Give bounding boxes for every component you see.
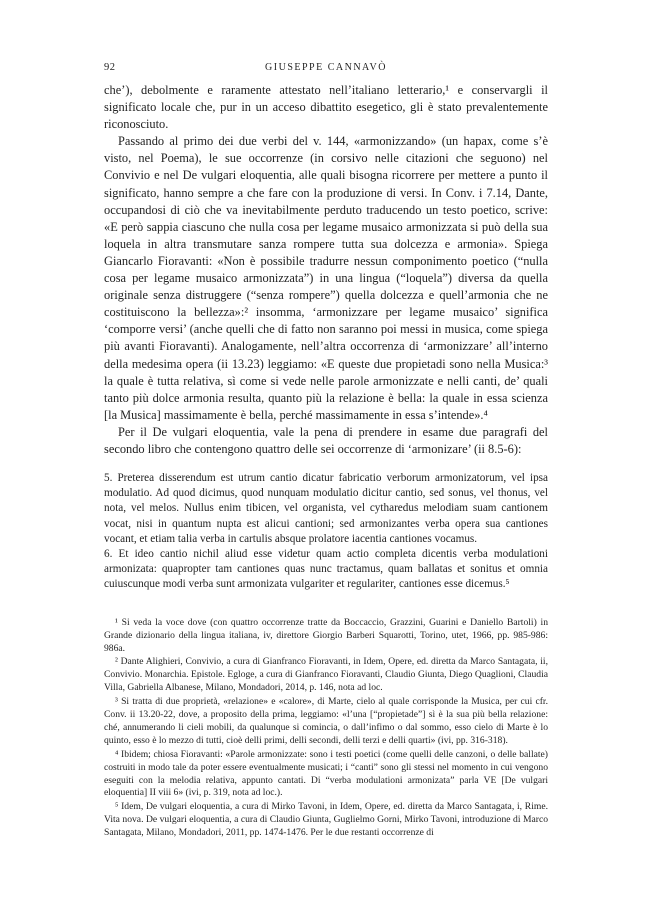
body-paragraph: Per il De vulgari eloquentia, vale la pena di prendere in esame due paragrafi del secondo libro che contengono quattro delle sei occorrenze di ‘armonizare’ (ii 8.5-6): <box>104 424 548 456</box>
body-paragraph: che’), debolmente e raramente attestato nell’italiano letterario,¹ e conservargli il significato locale che, pur in un acceso dibattito esegetico, gli è stato prevalentemente riconosciuto. <box>104 83 548 132</box>
page-number: 92 <box>104 62 116 73</box>
footnotes <box>104 617 548 840</box>
footnote: ³ Si tratta di due proprietà, «relazione» e «calore», di Marte, cielo al quale corrisponde la Musica, per cui cfr. Conv. ii 13.20-22, dove, a proposito della prima, leggiamo: «l’una [“propietade”] sì è la sua più bella relazione: ché, annumerando li cieli mobili, da qualunque si comincia, o dall’infimo o dal sommo, esso cielo di Marte è lo quinto, esso è lo mezzo di tutti, cioè delli primi, delli secondi, delli terzi e delli quarti» (ivi, pp. 316-318). <box>104 696 548 746</box>
page <box>104 62 548 841</box>
quote-paragraph: 5. Preterea disserendum est utrum cantio dicatur fabricatio verborum armonizatorum, vel ipsa modulatio. Ad quod dicimus, quod nunquam modulatio dicitur cantio, sed sonus, vel thonus, vel nota, vel melos. Nullus enim tibicen, vel organista, vel cytharedus melodiam suam cantionem vocat, nisi in quantum nupta est alicui cantioni; sed armonizantes verba opera sua cantiones vocant, et etiam talia verba in cartulis absque prolatore iacentia cantiones vocamus. <box>104 472 548 545</box>
footnote: ⁴ Ibidem; chiosa Fioravanti: «Parole armonizzate: sono i testi poetici (come quelli delle canzoni, o delle ballate) costruiti in modo tale da poter essere eventualmente musicati; i “canti” sono gli stessi nel momento in cui vengono eseguiti con la melodia relativa, appunto cantati. Di “verba modulationi armonizata” parla VE [De vulgari eloquentia] II viii 6» (ivi, p. 319, nota ad loc.). <box>104 748 548 799</box>
body-paragraph: Passando al primo dei due verbi del v. 144, «armonizzando» (un hapax, come s’è visto, nel Poema), le sue occorrenze (in corsivo nelle citazioni che seguono) nel Convivio e nel De vulgari eloquentia, alle quali bisogna ricorrere per mettere a punto il significato, hanno sempre a che fare con la produzione di versi. In Conv. i 7.14, Dante, occupandosi di ciò che va inevitabilmente perduto traducendo un testo poetico, scrive: «E però sappia ciascuno che nulla cosa per legame musaico armonizzata si può della sua loquela in altra transmutare sanza rompere tutta sua dolcezza e armonia». Spiega Giancarlo Fioravanti: «Non è possibile tradurre nessun componimento poetico (“nulla cosa per legame musaico armonizzata”) in una lingua (“loquela”) diversa da quella originale senza distruggere (“senza rompere”) quella dolcezza e quell’armonia che ne costituiscono la bellezza»:² insomma, ‘armonizzare per legame musaico’ significa ‘comporre versi’ (anche quelli che di fatto non saranno poi messi in musica, come spiega più avanti Fioravanti). Analogamente, nell’altra occorrenza di ‘armonizzare’ all’interno della medesima opera (ii 13.23) leggiamo: «E queste due propietadi sono nella Musica:³ la quale è tutta relativa, sì come si vede nelle parole armonizzate e nelli canti, de’ quali tanto più dolce armonia resulta, quanto più la relazione è bella: la quale in essa scienza [la Musica] massimamente è bella, perché massimamente in essa s’intende».⁴ <box>104 134 548 422</box>
running-header <box>104 62 548 78</box>
footnote: ² Dante Alighieri, Convivio, a cura di Gianfranco Fioravanti, in Idem, Opere, ed. diretta da Marco Santagata, ii, Convivio. Monarchia. Epistole. Egloge, a cura di Gianfranco Fioravanti, Claudio Giunta, Diego Quaglioni, Claudia Villa, Gabriella Albanese, Milano, Mondadori, 2014, p. 146, nota ad loc. <box>104 656 548 694</box>
latin-block-quote <box>104 471 548 593</box>
footnote: ⁵ Idem, De vulgari eloquentia, a cura di Mirko Tavoni, in Idem, Opere, ed. diretta da Marco Santagata, i, Rime. Vita nova. De vulgari eloquentia, a cura di Claudio Giunta, Guglielmo Gorni, Mirko Tavoni, introduzione di Marco Santagata, Milano, Mondadori, 2011, pp. 1474-1476. Per le due restanti occorrenze di <box>104 801 548 839</box>
quote-paragraph: 6. Et ideo cantio nichil aliud esse videtur quam actio completa dicentis verba modulationi armonizata: quapropter tam cantiones quas nunc tractamus, quam ballatas et sonitus et omnia cuiuscunque modi verba sunt armonizata vulgariter et regulariter, cantiones esse dicemus.⁵ <box>104 548 548 591</box>
footnote: ¹ Si veda la voce dove (con quattro occorrenze tratte da Boccaccio, Grazzini, Guarini e Daniello Bartoli) in Grande dizionario della lingua italiana, iv, direttore Giorgio Barberi Squarotti, Torino, utet, 1966, pp. 985-986: 986a. <box>104 616 548 654</box>
running-head-author: GIUSEPPE CANNAVÒ <box>265 62 387 73</box>
